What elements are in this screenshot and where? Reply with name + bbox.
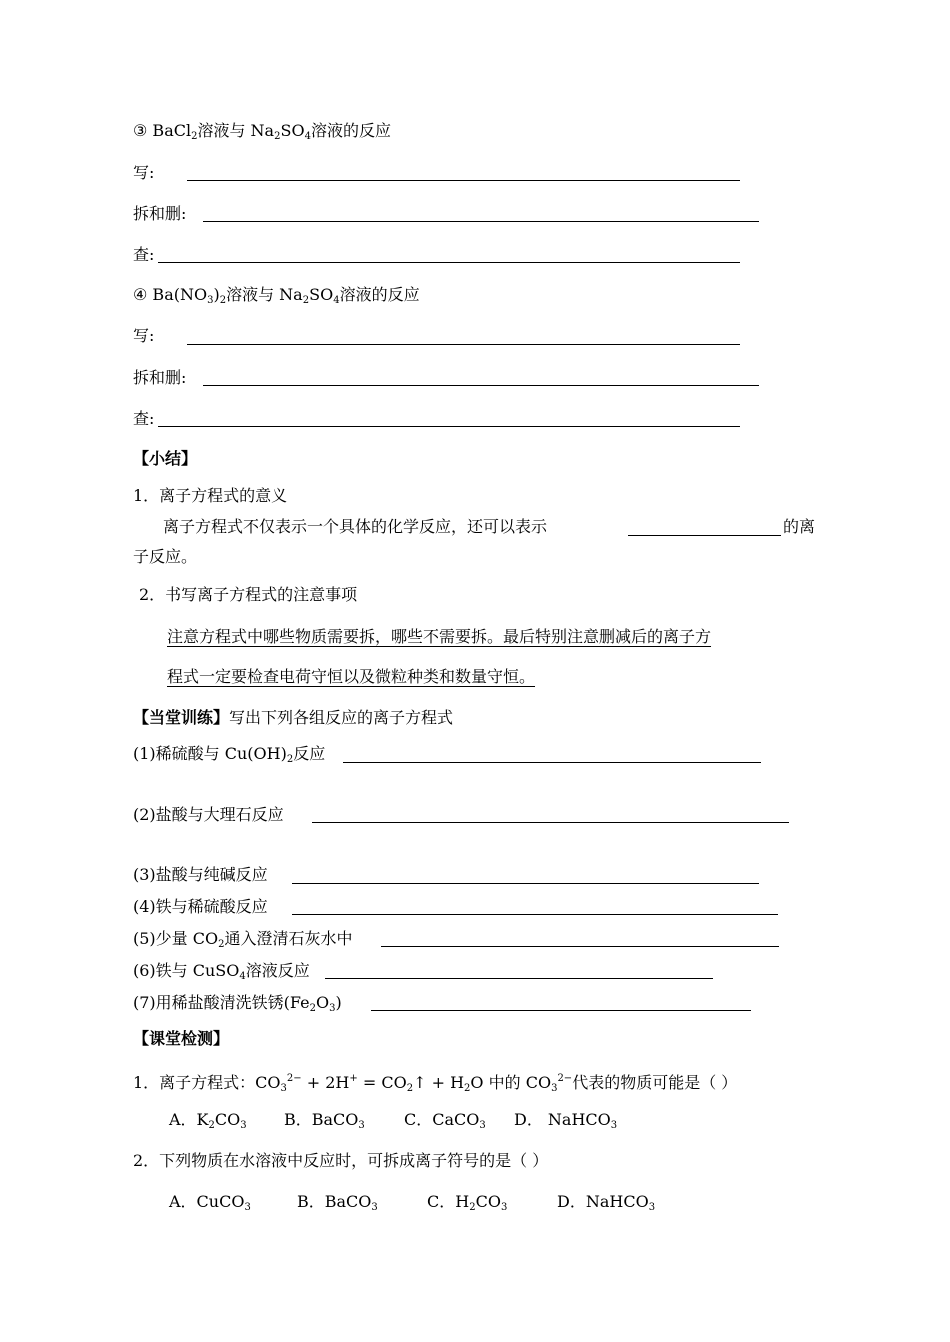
option-text: CO [475, 1192, 501, 1211]
answer-blank[interactable] [292, 914, 778, 915]
summary-item-2-line-1: 注意方程式中哪些物质需要拆，哪些不需要拆。最后特别注意删减后的离子方 [167, 627, 712, 646]
answer-blank[interactable] [371, 1010, 751, 1011]
summary-item-2-line-2: 程式一定要检查电荷守恒以及微粒种类和数量守恒。 [167, 667, 536, 686]
answer-blank[interactable] [203, 385, 759, 386]
subscript: 3 [610, 1120, 618, 1131]
answer-blank[interactable] [343, 762, 761, 763]
answer-blank[interactable] [381, 946, 779, 947]
option-text: D． NaHCO [514, 1110, 611, 1129]
q1-option-b[interactable] [284, 1109, 365, 1137]
answer-blank[interactable] [158, 426, 740, 427]
training-instruction: 写出下列各组反应的离子方程式 [229, 708, 454, 727]
q3-text: ③ BaCl [133, 121, 192, 140]
t1-text: (1)稀硫酸与 Cu(OH) [133, 744, 287, 763]
q1-text: 代表的物质可能是（ ） [572, 1073, 738, 1092]
check-label: 查: [133, 245, 155, 264]
q4-text: ④ Ba(NO [133, 285, 208, 304]
q2-option-c[interactable] [427, 1191, 507, 1219]
t7-text: ) [335, 993, 342, 1012]
training-heading: 【当堂训练】 [133, 708, 230, 727]
subscript: 3 [280, 1083, 287, 1094]
subscript: 3 [207, 295, 214, 306]
q1-option-d[interactable] [514, 1109, 617, 1137]
subscript: 2 [286, 754, 294, 765]
subscript: 4 [333, 295, 340, 306]
subscript: 3 [358, 1120, 365, 1131]
option-text: C．CaCO [404, 1110, 480, 1129]
subscript: 3 [329, 1003, 336, 1014]
subscript: 3 [244, 1202, 251, 1213]
q2-option-b[interactable] [297, 1191, 378, 1219]
superscript: + [349, 1073, 358, 1084]
subscript: 3 [648, 1202, 656, 1213]
summary-item-1-cont: 子反应。 [133, 547, 198, 566]
subscript: 2 [302, 295, 310, 306]
option-text: CO [214, 1110, 241, 1129]
training-item-5 [133, 928, 353, 956]
q4-text: SO [309, 285, 334, 304]
subscript: 3 [500, 1202, 508, 1213]
t7-text: (7)用稀盐酸清洗铁锈(Fe [133, 993, 310, 1012]
check-question-2: 2．下列物质在水溶液中反应时，可拆成离子符号的是（ ） [133, 1151, 549, 1170]
t5-text: 通入澄清石灰水中 [224, 929, 353, 948]
training-item-7 [133, 992, 342, 1020]
write-label: 写: [133, 163, 155, 182]
training-item-3: (3)盐酸与纯碱反应 [133, 865, 268, 884]
q1-text: + 2H [301, 1073, 350, 1092]
write-label: 写: [133, 326, 155, 345]
subscript: 2 [208, 1120, 215, 1131]
t1-text: 反应 [293, 744, 326, 763]
split-label: 拆和删: [133, 204, 187, 223]
split-label: 拆和删: [133, 368, 187, 387]
q2-option-a[interactable] [169, 1191, 251, 1219]
option-text: D．NaHCO [557, 1192, 649, 1211]
answer-blank[interactable] [628, 535, 781, 536]
subscript: 2 [218, 939, 225, 950]
answer-blank[interactable] [203, 221, 759, 222]
training-item-1 [133, 743, 325, 771]
t7-text: O [315, 993, 330, 1012]
answer-blank[interactable] [325, 978, 713, 979]
option-text: A．K [169, 1110, 209, 1129]
training-item-6 [133, 960, 310, 988]
subscript: 2 [219, 295, 227, 306]
summary-item-1-text: 离子方程式不仅表示一个具体的化学反应，还可以表示 [163, 517, 548, 536]
subscript: 3 [240, 1120, 247, 1131]
subscript: 2 [469, 1202, 476, 1213]
subscript: 2 [406, 1083, 414, 1094]
summary-item-1-tail: 的离 [783, 517, 816, 536]
q1-text: ↑ + H [413, 1073, 465, 1092]
q1-option-c[interactable] [404, 1109, 486, 1137]
option-text: B．BaCO [284, 1110, 359, 1129]
option-text: C．H [427, 1192, 470, 1211]
q1-text: 1．离子方程式：CO [133, 1073, 281, 1092]
t6-text: 溶液反应 [245, 961, 310, 980]
summary-item-1: 1．离子方程式的意义 [133, 486, 288, 505]
subscript: 2 [274, 131, 281, 142]
t6-text: (6)铁与 CuSO [133, 961, 240, 980]
t5-text: (5)少量 CO [133, 929, 219, 948]
answer-blank[interactable] [187, 180, 740, 181]
superscript: 2− [557, 1073, 573, 1084]
answer-blank[interactable] [292, 883, 759, 884]
q1-text: = CO [357, 1073, 407, 1092]
q4-text: ) [213, 285, 220, 304]
check-heading: 【课堂检测】 [133, 1029, 230, 1048]
q1-text: O 中的 CO [470, 1073, 552, 1092]
q3-text: 溶液的反应 [310, 121, 391, 140]
q3-text: 溶液与 Na [197, 121, 275, 140]
q1-option-a[interactable] [169, 1109, 247, 1137]
q2-option-d[interactable] [557, 1191, 655, 1219]
option-text: A．CuCO [169, 1192, 245, 1211]
answer-blank[interactable] [158, 262, 740, 263]
subscript: 2 [309, 1003, 316, 1014]
check-label: 查: [133, 409, 155, 428]
answer-blank[interactable] [312, 822, 789, 823]
check-question-1 [133, 1068, 737, 1100]
training-heading-row [133, 707, 453, 729]
subscript: 4 [304, 131, 311, 142]
subscript: 3 [551, 1083, 558, 1094]
subscript: 2 [464, 1083, 471, 1094]
option-text: B．BaCO [297, 1192, 372, 1211]
subscript: 2 [191, 131, 198, 142]
summary-item-2: 2．书写离子方程式的注意事项 [139, 585, 358, 604]
summary-heading: 【小结】 [133, 449, 198, 468]
q3-text: SO [280, 121, 305, 140]
training-item-4: (4)铁与稀硫酸反应 [133, 897, 268, 916]
q4-text: 溶液的反应 [339, 285, 420, 304]
q4-text: 溶液与 Na [226, 285, 303, 304]
subscript: 3 [371, 1202, 378, 1213]
training-item-2: (2)盐酸与大理石反应 [133, 805, 284, 824]
answer-blank[interactable] [187, 344, 740, 345]
superscript: 2− [286, 1073, 302, 1084]
subscript: 4 [239, 971, 246, 982]
question-3-title [133, 120, 391, 148]
subscript: 3 [479, 1120, 486, 1131]
question-4-title [133, 284, 420, 312]
